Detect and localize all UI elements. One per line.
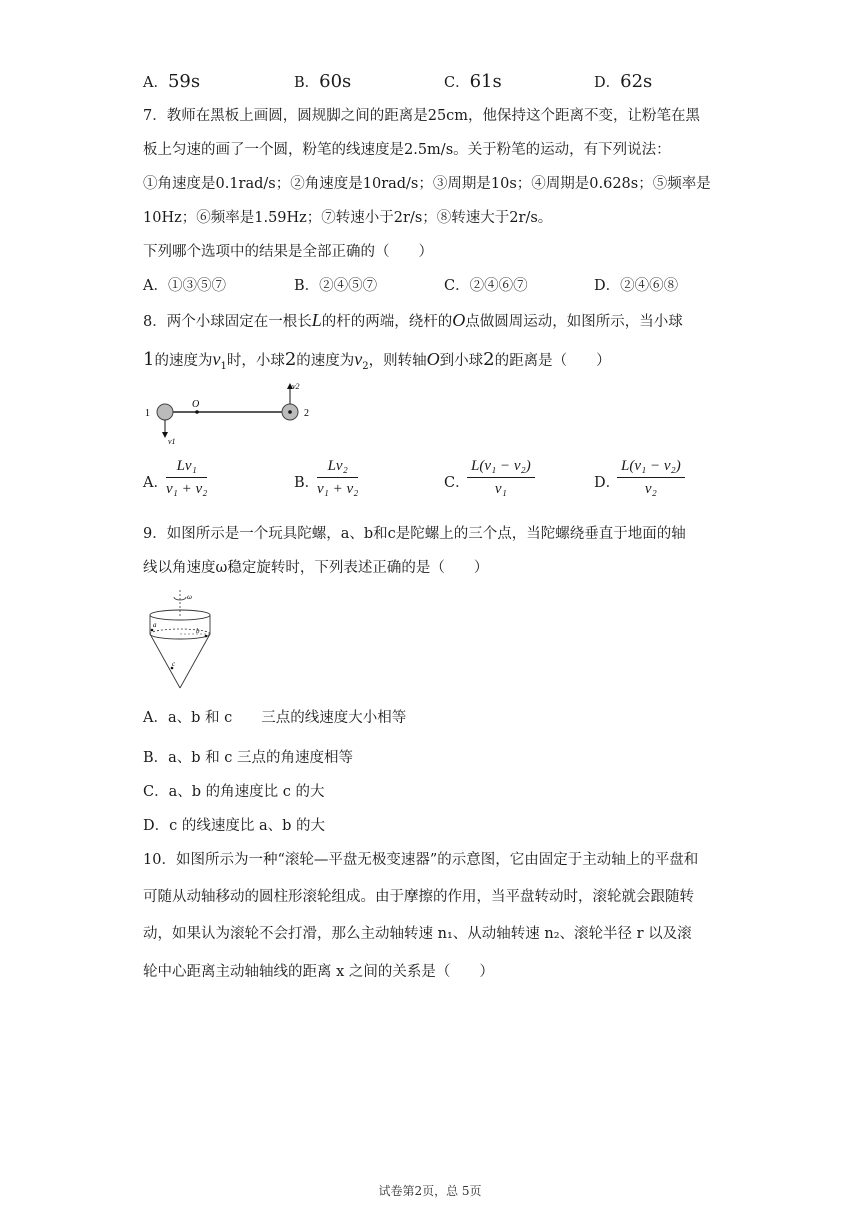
q9-stem-line-1: 9．如图所示是一个玩具陀螺，a、b和c是陀螺上的三个点，当陀螺绕垂直于地面的轴 xyxy=(143,526,686,542)
q8-option-c-fraction: $\frac{\text{L(v₁ − v₂)}}{\text{v₁}}$ xyxy=(467,458,535,498)
q8-stem-line-2: 1的速度为$v_1$时，小球2的速度为$v_2$，则转轴O到小球2的距离是（ ） xyxy=(143,349,611,372)
rod-two-balls-figure xyxy=(140,380,320,450)
fig-label-v1: v1 xyxy=(168,437,176,446)
fig-label-c: c xyxy=(172,660,176,668)
q10-stem-line-4: 轮中心距离主动轴轴线的距离 x 之间的关系是（ ） xyxy=(143,964,494,980)
q8-option-c-label: C． xyxy=(444,475,470,491)
q10-stem-line-1: 10．如图所示为一种“滚轮—平盘无极变速器”的示意图，它由固定于主动轴上的平盘和 xyxy=(143,852,699,868)
page-footer: 试卷第2页，总 5页 xyxy=(378,1184,482,1198)
q7-stem-line-4: 10Hz；⑥频率是1.59Hz；⑦转速小于2r/s；⑧转速大于2r/s。 xyxy=(143,210,553,226)
q7-option-b: B．②④⑤⑦ xyxy=(294,278,378,294)
q9-option-c: C．a、b 的角速度比 c 的大 xyxy=(143,784,325,800)
q8-option-b-label: B． xyxy=(294,475,320,491)
q10-stem-line-3: 动，如果认为滚轮不会打滑，那么主动轴转速 n₁、从动轴转速 n₂、滚轮半径 r 以及滚 xyxy=(143,926,692,942)
fig-label-v2: v2 xyxy=(292,382,300,391)
q9-option-b: B．a、b 和 c 三点的角速度相等 xyxy=(143,750,354,766)
q10-stem-line-2: 可随从动轴移动的圆柱形滚轮组成。由于摩擦的作用，当平盘转动时，滚轮就会跟随转 xyxy=(143,889,694,905)
q9-stem-line-2: 线以角速度ω稳定旋转时，下列表述正确的是（ ） xyxy=(143,560,489,576)
q8-option-b-fraction: $\frac{\text{Lv₂}}{\text{v₁ + v₂}}$ xyxy=(317,458,359,497)
q7-stem-line-3: ①角速度是0.1rad/s；②角速度是10rad/s；③周期是10s；④周期是0.628s；⑤频率是 xyxy=(143,176,711,192)
q7-stem-line-2: 板上匀速的画了一个圆，粉笔的线速度是2.5m/s。关于粉笔的运动，有下列说法： xyxy=(143,142,671,158)
q7-stem-line-5: 下列哪个选项中的结果是全部正确的（ ） xyxy=(143,244,433,260)
q7-stem-line-1: 7．教师在黑板上画圆，圆规脚之间的距离是25cm，他保持这个距离不变，让粉笔在黑 xyxy=(143,108,701,124)
fig-label-ball-1: 1 xyxy=(145,408,150,419)
q8-option-a-fraction: $\frac{\text{Lv₁}}{\text{v₁ + v₂}}$ xyxy=(166,458,208,497)
q6-option-d: D．62s xyxy=(594,71,653,92)
spinning-top-figure xyxy=(140,590,230,690)
fig-label-ball-2: 2 xyxy=(304,408,309,419)
fig-label-b: b xyxy=(196,627,200,635)
q6-option-a: A．59s xyxy=(143,71,201,92)
q8-option-d-label: D． xyxy=(594,475,621,491)
q8-option-a-label: A． xyxy=(143,475,168,491)
q9-option-a: A．a、b 和 c 三点的线速度大小相等 xyxy=(143,710,407,726)
q7-option-c: C．②④⑥⑦ xyxy=(444,278,528,294)
q6-option-b: B．60s xyxy=(294,71,352,92)
q7-option-a: A．①③⑤⑦ xyxy=(143,278,226,294)
q9-option-d: D．c 的线速度比 a、b 的大 xyxy=(143,818,325,834)
fig-label-omega: ω xyxy=(187,593,192,601)
q8-stem-line-1: 8．两个小球固定在一根长L的杆的两端，绕杆的O点做圆周运动，如图所示，当小球 xyxy=(143,310,683,330)
fig-label-pivot-o: O xyxy=(192,399,200,410)
q8-option-d-fraction: $\frac{\text{L(v₁ − v₂)}}{\text{v₂}}$ xyxy=(617,458,685,498)
q7-option-d: D．②④⑥⑧ xyxy=(594,278,679,294)
fig-label-a: a xyxy=(153,621,157,629)
q6-option-c: C．61s xyxy=(444,71,502,92)
